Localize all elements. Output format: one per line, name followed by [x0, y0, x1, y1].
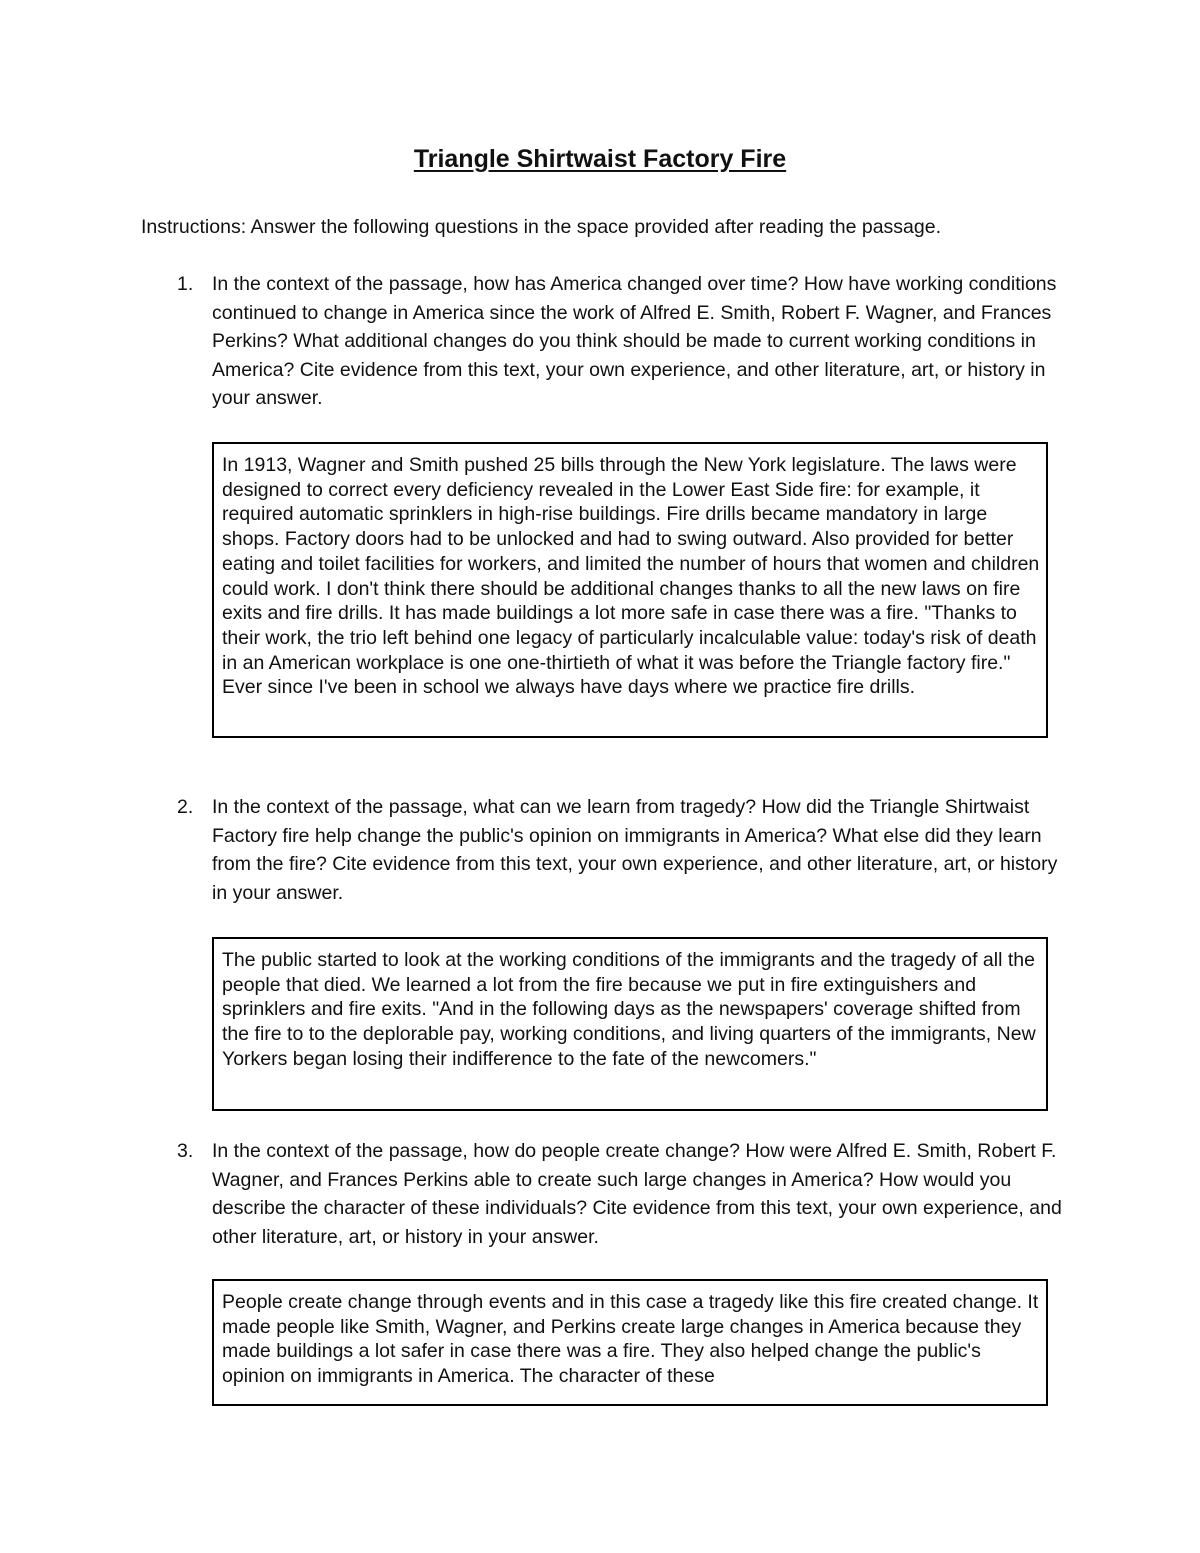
question-number: 3. — [177, 1140, 194, 1162]
question-prompt: In the context of the passage, what can we learn from tragedy? How did the Triangle Shirtwaist Factory fire help change the public's opinion on immigrants in America? What else did they learn from the fire? Cite evidence from this text, your own experience, and other literature, art, or history in your answer. — [212, 796, 1058, 904]
instructions: Instructions: Answer the following questions in the space provided after reading the passage. — [141, 216, 941, 238]
answer-text: The public started to look at the working conditions of the immigrants and the tragedy of all the people that died. We learned a lot from the fire because we put in fire extinguishers and sprinklers and fire exits. "And in the following days as the newspapers' coverage shifted from the fire to to the deplorable pay, working conditions, and living quarters of the immigrants, New Yorkers began losing their indifference to the fate of the newcomers." — [222, 949, 1036, 1070]
answer-text: People create change through events and in this case a tragedy like this fire created change. It made people like Smith, Wagner, and Perkins create large changes in America because they made buildings a lot safer in case there was a fire. They also helped change the public's opinion on immigrants in America. The character of these — [222, 1291, 1039, 1388]
answer-box-3[interactable] — [212, 1279, 1048, 1406]
question-number: 1. — [177, 273, 194, 295]
answer-box-2[interactable] — [212, 937, 1048, 1111]
question-prompt: In the context of the passage, how has America changed over time? How have working conditions continued to change in America since the work of Alfred E. Smith, Robert F. Wagner, and Frances Perkins? What additional changes do you think should be made to current working conditions in America? Cite evidence from this text, your own experience, and other literature, art, or history in your answer. — [212, 273, 1057, 409]
answer-box-1[interactable] — [212, 442, 1048, 738]
question-prompt: In the context of the passage, how do people create change? How were Alfred E. Smith, Robert F. Wagner, and Frances Perkins able to create such large changes in America? How would you describe the character of these individuals? Cite evidence from this text, your own experience, and other literature, art, or history in your answer. — [212, 1140, 1062, 1248]
document-title: Triangle Shirtwaist Factory Fire — [413, 145, 787, 173]
answer-text: In 1913, Wagner and Smith pushed 25 bills through the New York legislature. The laws were designed to correct every deficiency revealed in the Lower East Side fire: for example, it required automatic sprinklers in high-rise buildings. Fire drills became mandatory in large shops. Factory doors had to be unlocked and had to swing outward. Also provided for better eating and toilet facilities for workers, and limited the number of hours that women and children could work. I don't think there should be additional changes thanks to all the new laws on fire exits and fire drills. It has made buildings a lot more safe in case there was a fire. "Thanks to their work, the trio left behind one legacy of particularly incalculable value: today's risk of death in an American workplace is one one-thirtieth of what it was before the Triangle factory fire." Ever since I've been in school we always have days where we practice fire drills. — [222, 454, 1040, 699]
question-number: 2. — [177, 796, 194, 818]
